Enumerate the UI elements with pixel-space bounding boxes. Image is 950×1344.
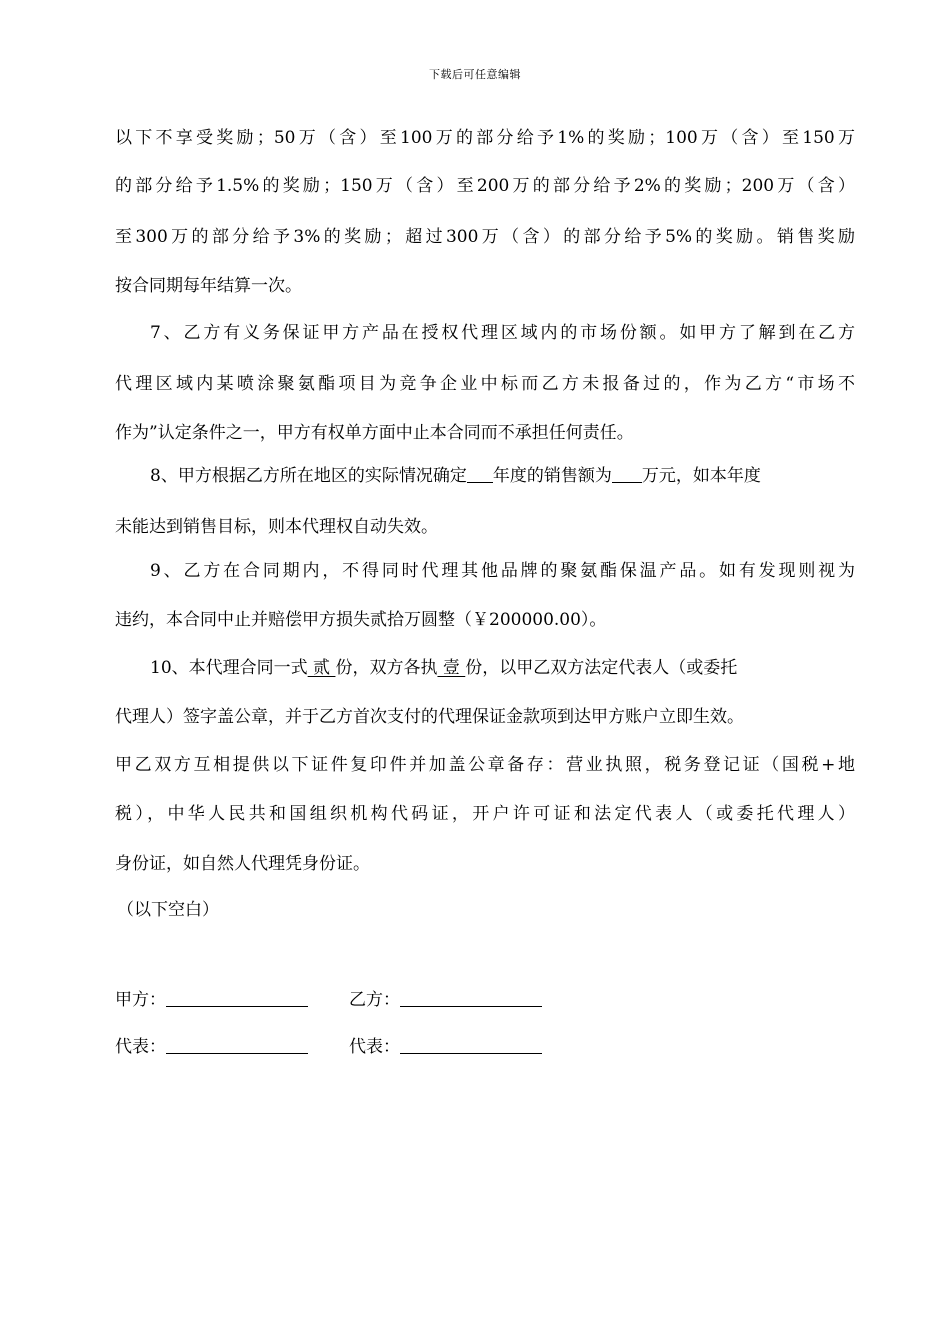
para10-text-c: 份，以甲乙双方法定代表人（或委托 — [465, 658, 738, 678]
rep-a-signature — [115, 1035, 308, 1059]
party-b-signature — [349, 988, 542, 1012]
para10-line4: 税），中华人民共和国组织机构代码证，开户许可证和法定代表人（或委托代理人） — [115, 804, 855, 824]
party-a-signature — [115, 988, 308, 1012]
party-a-label: 甲方： — [115, 990, 166, 1010]
para7-line3: 作为”认定条件之一，甲方有权单方面中止本合同而不承担任何责任。 — [115, 423, 634, 443]
para6-line3: 至300万的部分给予3%的奖励；超过300万（含）的部分给予5%的奖励。销售奖励 — [115, 227, 855, 247]
para6-line2: 的部分给予1.5%的奖励；150万（含）至200万的部分给予2%的奖励；200万（含） — [115, 176, 855, 196]
rep-b-label: 代表： — [349, 1037, 400, 1057]
party-a-line — [166, 988, 308, 1007]
para7-line1: 7、乙方有义务保证甲方产品在授权代理区域内的市场份额。如甲方了解到在乙方 — [150, 323, 855, 343]
para8-line2: 未能达到销售目标，则本代理权自动失效。 — [115, 517, 438, 537]
rep-b-line — [400, 1035, 542, 1054]
para9-line1: 9、乙方在合同期内，不得同时代理其他品牌的聚氨酯保温产品。如有发现则视为 — [150, 561, 855, 581]
para10-line1 — [150, 656, 855, 680]
copies-each: 壹 — [437, 658, 466, 678]
para8-text-a: 8、甲方根据乙方所在地区的实际情况确定 — [150, 466, 467, 486]
para6-line1: 以下不享受奖励；50万（含）至100万的部分给予1%的奖励；100万（含）至150万 — [115, 128, 855, 148]
para6-line4: 按合同期每年结算一次。 — [115, 276, 302, 296]
para8-line1 — [150, 464, 855, 488]
para10-line2: 代理人）签字盖公章，并于乙方首次支付的代理保证金款项到达甲方账户立即生效。 — [115, 707, 744, 727]
para9-line2: 违约，本合同中止并赔偿甲方损失贰拾万圆整（￥200000.00）。 — [115, 610, 607, 630]
rep-b-signature — [349, 1035, 542, 1059]
para8-text-c: 万元，如本年度 — [641, 466, 761, 486]
party-b-line — [400, 988, 542, 1007]
para10-text-a: 10、本代理合同一式 — [150, 658, 308, 678]
para10-text-b: 份，双方各执 — [335, 658, 438, 678]
rep-a-line — [166, 1035, 308, 1054]
amount-blank — [612, 464, 642, 483]
para10-line3: 甲乙双方互相提供以下证件复印件并加盖公章备存：营业执照，税务登记证（国税+地 — [115, 755, 855, 775]
para10-line5: 身份证，如自然人代理凭身份证。 — [115, 854, 370, 874]
year-blank — [467, 464, 493, 483]
para8-text-b: 年度的销售额为 — [492, 466, 612, 486]
party-b-label: 乙方： — [349, 990, 400, 1010]
page-header: 下载后可任意编辑 — [429, 68, 521, 81]
rep-a-label: 代表： — [115, 1037, 166, 1057]
copies-count: 贰 — [307, 658, 336, 678]
para7-line2: 代理区域内某喷涂聚氨酯项目为竞争企业中标而乙方未报备过的，作为乙方“市场不 — [115, 374, 855, 394]
blank-note: （以下空白） — [117, 900, 219, 920]
